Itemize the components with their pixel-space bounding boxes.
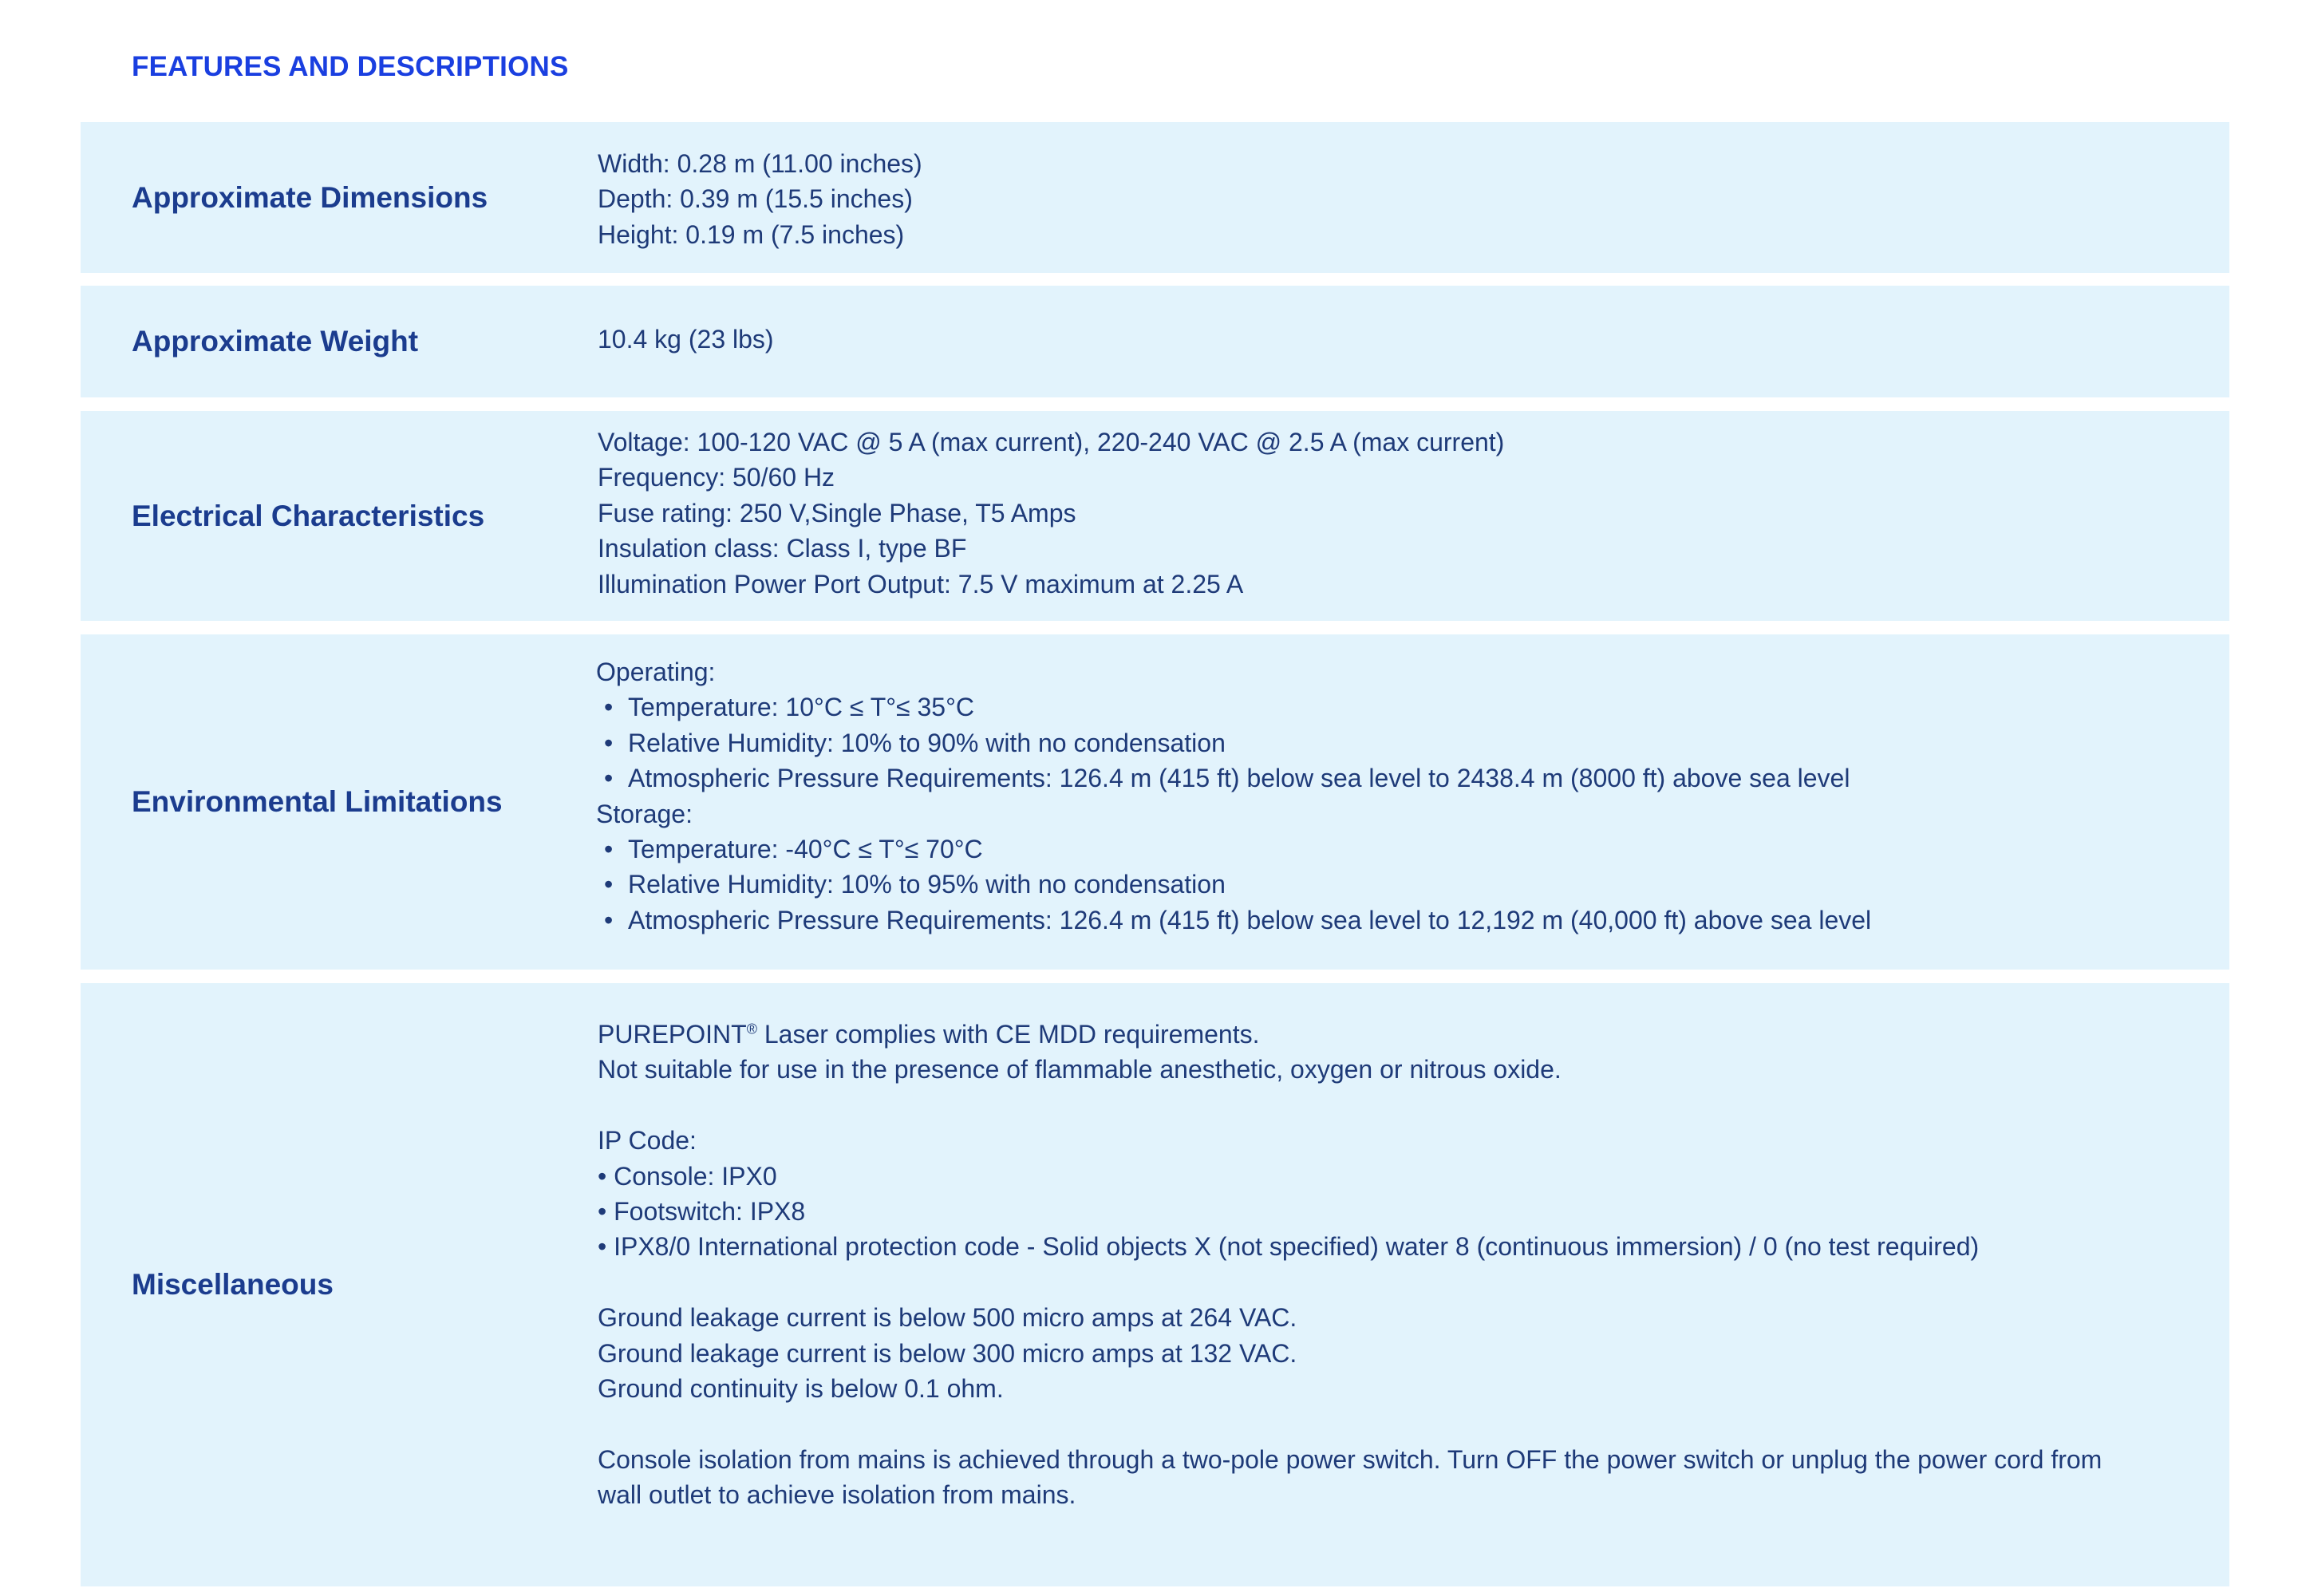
operating-heading: Operating: [596, 658, 716, 686]
spacer [598, 1265, 2150, 1300]
row-value [598, 146, 2150, 252]
list-item: • IPX8/0 International protection code - Solid objects X (not specified) water 8 (continuous immersion) / 0 (no test required) [598, 1229, 2150, 1264]
list-item: • Relative Humidity: 10% to 95% with no condensation [596, 867, 2150, 902]
spec-row-miscellaneous [81, 983, 2229, 1586]
ip-code-list [598, 1159, 2150, 1265]
value-line: Depth: 0.39 m (15.5 inches) [598, 184, 913, 214]
row-label: Electrical Characteristics [132, 499, 485, 532]
value-line: Height: 0.19 m (7.5 inches) [598, 219, 905, 249]
operating-list [596, 689, 2150, 796]
row-value [598, 425, 2150, 602]
compliance-text: Laser complies with CE MDD requirements. [756, 1020, 1260, 1049]
value-line: Insulation class: Class I, type BF [598, 534, 967, 563]
spec-row-environmental [81, 634, 2229, 970]
value-line: Ground continuity is below 0.1 ohm. [598, 1374, 1004, 1404]
spec-row-weight [81, 286, 2229, 397]
value-line: 10.4 kg (23 lbs) [598, 325, 774, 354]
row-value [598, 1017, 2150, 1513]
isolation-text: Console isolation from mains is achieved through a two-pole power switch. Turn OFF the power switch or unplug the power cord from wall outlet to achieve isolation from mains. [598, 1444, 2103, 1510]
spacer [598, 1406, 2150, 1441]
compliance-line [598, 1017, 2150, 1052]
spec-row-electrical [81, 411, 2229, 621]
row-value [598, 322, 2150, 357]
value-line: Fuse rating: 250 V,Single Phase, T5 Amps [598, 498, 1076, 527]
value-line: Frequency: 50/60 Hz [598, 463, 835, 492]
list-item: • Atmospheric Pressure Requirements: 126.4 m (415 ft) below sea level to 12,192 m (40,000 ft) above sea level [596, 903, 2150, 938]
spacer [598, 1088, 2150, 1123]
list-item: • Temperature: -40°C ≤ T°≤ 70°C [596, 832, 2150, 867]
value-line: Ground leakage current is below 300 micro amps at 132 VAC. [598, 1338, 1297, 1368]
row-label: Miscellaneous [132, 1268, 334, 1301]
row-label: Approximate Weight [132, 325, 419, 358]
value-line: Width: 0.28 m (11.00 inches) [598, 149, 922, 178]
storage-list [596, 832, 2150, 938]
row-label: Environmental Limitations [132, 785, 503, 818]
list-item: • Temperature: 10°C ≤ T°≤ 35°C [596, 689, 2150, 725]
page-heading: FEATURES AND DESCRIPTIONS [132, 51, 569, 82]
row-label: Approximate Dimensions [132, 180, 488, 214]
storage-heading: Storage: [596, 799, 693, 828]
list-item: • Atmospheric Pressure Requirements: 126.4 m (415 ft) below sea level to 2438.4 m (8000 ft) above sea level [596, 760, 2150, 796]
list-item: • Relative Humidity: 10% to 90% with no condensation [596, 725, 2150, 760]
value-line: Voltage: 100-120 VAC @ 5 A (max current), 220-240 VAC @ 2.5 A (max current) [598, 428, 1505, 456]
value-line: Ground leakage current is below 500 micro amps at 264 VAC. [598, 1303, 1297, 1333]
flammable-warning: Not suitable for use in the presence of flammable anesthetic, oxygen or nitrous oxide. [598, 1055, 1562, 1084]
list-item: • Console: IPX0 [598, 1159, 2150, 1194]
row-value [596, 654, 2150, 938]
brand-name: PUREPOINT [598, 1020, 747, 1049]
value-line: Illumination Power Port Output: 7.5 V maximum at 2.25 A [598, 569, 1244, 598]
list-item: • Footswitch: IPX8 [598, 1194, 2150, 1229]
registered-mark: ® [746, 1021, 757, 1037]
ip-code-heading: IP Code: [598, 1126, 697, 1156]
spec-row-dimensions [81, 122, 2229, 273]
